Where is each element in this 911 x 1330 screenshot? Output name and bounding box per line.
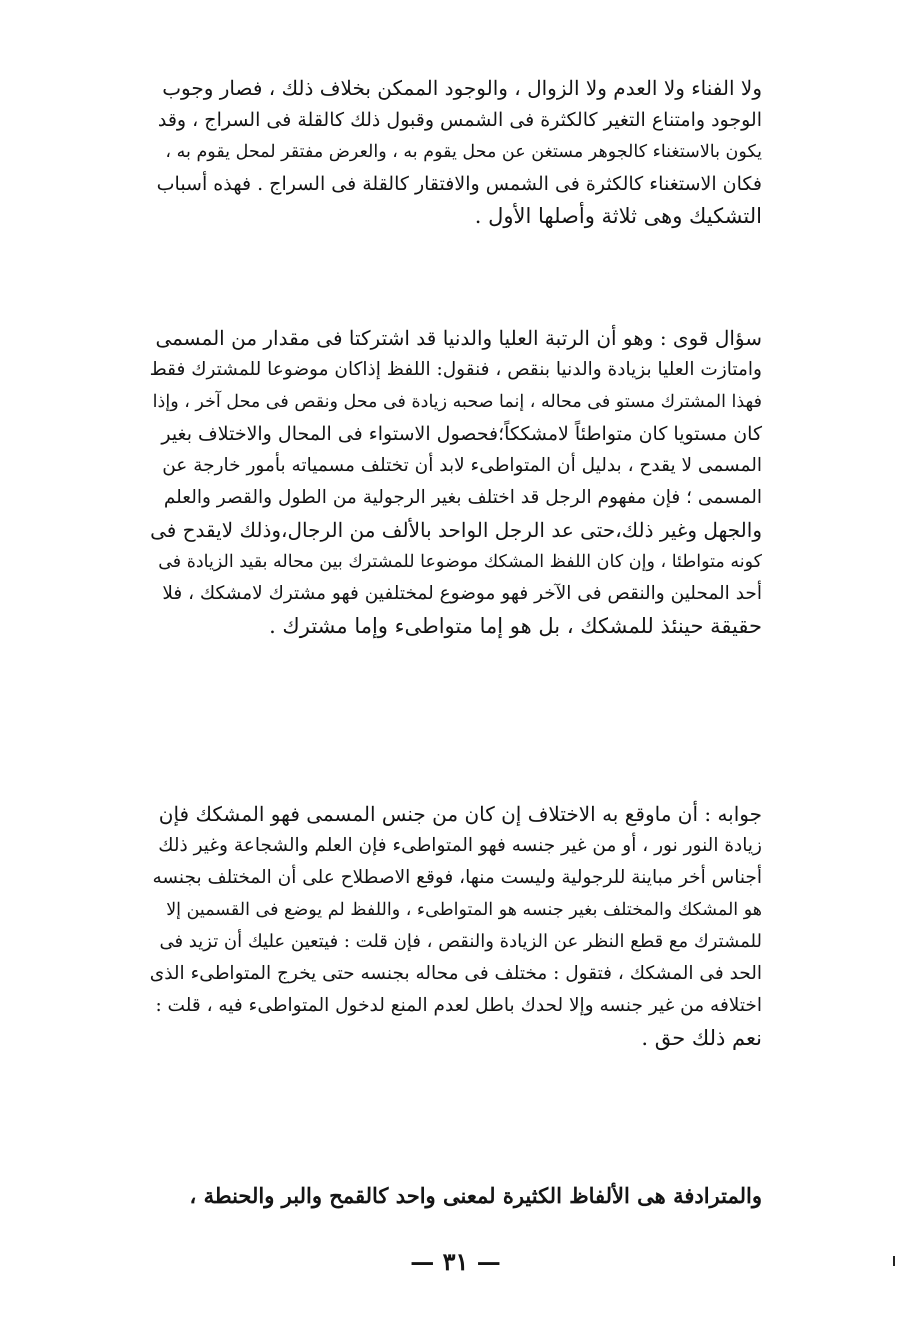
text-line: اختلافه من غير جنسه وإلا لحدك باطل لعدم المنع لدخول المتواطىء فيه ، قلت : (155, 995, 762, 1016)
text-line: فكان الاستغناء كالكثرة فى الشمس والافتقار كالقلة فى السراج . فهذه أسباب (156, 173, 762, 195)
paragraph-question (150, 322, 762, 642)
text-line: المسمى لا يقدح ، بدليل أن المتواطىء لابد أن تختلف مسمياته بأمور خارجة عن (162, 455, 762, 476)
text-line: كونه متواطئا ، وإن كان اللفظ المشكك موضوعا للمشترك بين محاله بقيد الزيادة فى (158, 552, 762, 572)
text-line: أحد المحلين والنقص فى الآخر فهو موضوع لمختلفين فهو مشترك لامشكك ، فلا (162, 583, 762, 604)
paragraph-synonyms (150, 1180, 762, 1212)
text-line: حقيقة حينئذ للمشكك ، بل هو إما متواطىء وإما مشترك . (269, 614, 762, 638)
text-line: المسمى ؛ فإن مفهوم الرجل قد اختلف بغير الرجولية من الطول والقصر والعلم (163, 487, 762, 508)
text-line: ولا الفناء ولا العدم ولا الزوال ، والوجود الممكن بخلاف ذلك ، فصار وجوب (162, 76, 762, 100)
text-line: الوجود وامتناع التغير كالكثرة فى الشمس وقبول ذلك كالقلة فى السراج ، وقد (157, 109, 762, 131)
text-line: والجهل وغير ذلك،حتى عد الرجل الواحد بالألف من الرجال،وذلك لايقدح فى (150, 518, 762, 542)
page-number: — ٣١ — (410, 1247, 501, 1276)
text-line: يكون بالاستغناء كالجوهر مستغن عن محل يقوم به ، والعرض مفتقر لمحل يقوم به ، (165, 142, 762, 162)
text-line: زيادة النور نور ، أو من غير جنسه فهو المتواطىء فإن العلم والشجاعة وغير ذلك (158, 835, 762, 856)
text-line: نعم ذلك حق . (641, 1026, 762, 1050)
text-line: وامتازت العليا بزيادة والدنيا بنقص ، فنقول: اللفظ إذاكان موضوعا للمشترك فقط (149, 359, 762, 380)
text-line: أجناس أخر مباينة للرجولية وليست منها، فوقع الاصطلاح على أن المختلف بجنسه (152, 867, 762, 888)
text-line: جوابه : أن ماوقع به الاختلاف إن كان من جنس المسمى فهو المشكك فإن (158, 802, 762, 826)
text-line: للمشترك مع قطع النظر عن الزيادة والنقص ، فإن قلت : فيتعين عليك أن تزيد فى (159, 931, 762, 952)
text-line: والمترادفة هى الألفاظ الكثيرة لمعنى واحد كالقمح والبر والحنطة ، (189, 1183, 762, 1208)
paragraph-intro (150, 72, 762, 232)
paragraph-answer (150, 798, 762, 1054)
scan-mark (893, 1256, 895, 1266)
text-line: الحد فى المشكك ، فتقول : مختلف فى محاله بجنسه حتى يخرج المتواطىء الذى (149, 963, 762, 984)
text-line: التشكيك وهى ثلاثة وأصلها الأول . (474, 204, 762, 228)
text-line: سؤال قوى : وهو أن الرتبة العليا والدنيا قد اشتركتا فى مقدار من المسمى (155, 326, 762, 350)
text-line: فهذا المشترك مستو فى محاله ، إنما صحبه زيادة فى محل ونقص فى محل آخر ، وإذا (152, 392, 762, 412)
text-line: هو المشكك والمختلف بغير جنسه هو المتواطىء ، واللفظ لم يوضع فى القسمين إلا (166, 900, 762, 920)
text-line: كان مستويا كان متواطئاً لامشككاً؛فحصول الاستواء فى المحال والاختلاف بغير (161, 423, 762, 445)
